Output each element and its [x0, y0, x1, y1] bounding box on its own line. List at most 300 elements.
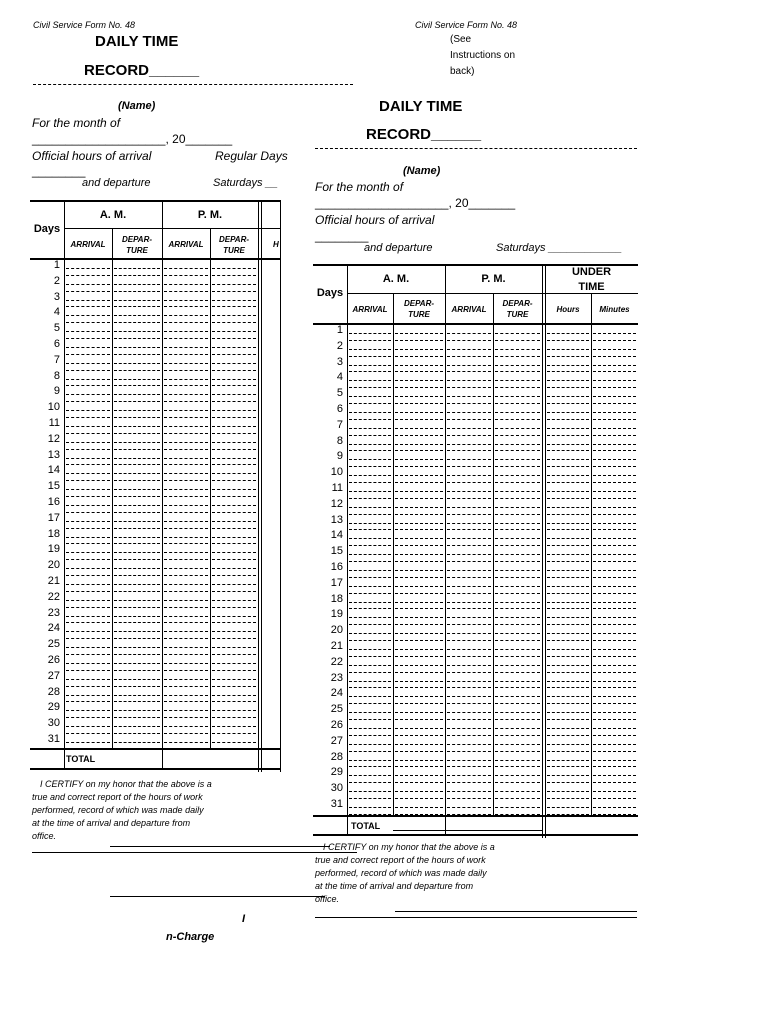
row-entry-line — [114, 742, 160, 743]
row-entry-line — [349, 586, 391, 587]
row-entry-line — [212, 300, 256, 301]
row-entry-line — [447, 775, 491, 776]
left-arrival-label: Official hours of arrival — [32, 149, 152, 163]
row-entry-line — [395, 602, 443, 603]
row-entry-line — [212, 701, 256, 702]
row-entry-line — [349, 419, 391, 420]
row-entry-line — [114, 607, 160, 608]
left-name-label: (Name) — [118, 100, 156, 112]
row-entry-line — [164, 717, 208, 718]
row-entry-line — [395, 719, 443, 720]
right-signature-line-2 — [315, 917, 637, 918]
row-entry-line — [593, 640, 636, 641]
row-entry-line — [395, 735, 443, 736]
row-entry-line — [447, 624, 491, 625]
row-entry-line — [66, 607, 110, 608]
row-entry-line — [212, 385, 256, 386]
row-entry-line — [164, 275, 208, 276]
row-entry-line — [66, 512, 110, 513]
row-entry-line — [66, 591, 110, 592]
row-entry-line — [114, 291, 160, 292]
row-entry-line — [447, 766, 491, 767]
row-entry-line — [547, 728, 589, 729]
row-entry-line — [447, 387, 491, 388]
row-entry-line — [593, 380, 636, 381]
row-entry-line — [349, 640, 391, 641]
row-entry-line — [447, 728, 491, 729]
row-entry-line — [212, 537, 256, 538]
row-entry-line — [547, 403, 589, 404]
row-entry-line — [547, 444, 589, 445]
row-entry-line — [66, 552, 110, 553]
row-entry-line — [114, 528, 160, 529]
row-entry-line — [66, 710, 110, 711]
row-entry-line — [114, 733, 160, 734]
row-entry-line — [447, 371, 491, 372]
row-entry-line — [66, 385, 110, 386]
row-entry-line — [66, 686, 110, 687]
row-entry-line — [164, 401, 208, 402]
row-entry-line — [593, 782, 636, 783]
right-am-arrival-header: ARRIVAL — [352, 305, 388, 314]
row-entry-line — [349, 570, 391, 571]
row-entry-line — [547, 459, 589, 460]
row-entry-line — [547, 529, 589, 530]
day-number: 23 — [330, 671, 343, 684]
row-entry-line — [212, 528, 256, 529]
row-entry-line — [547, 577, 589, 578]
row-entry-line — [593, 617, 636, 618]
row-entry-line — [547, 387, 589, 388]
row-entry-line — [447, 633, 491, 634]
row-entry-line — [447, 396, 491, 397]
day-number: 24 — [47, 622, 60, 635]
row-entry-line — [395, 577, 443, 578]
row-entry-line — [212, 647, 256, 648]
row-entry-line — [164, 663, 208, 664]
row-entry-line — [164, 607, 208, 608]
row-entry-line — [349, 435, 391, 436]
row-entry-line — [114, 385, 160, 386]
row-entry-line — [349, 696, 391, 697]
row-entry-line — [447, 538, 491, 539]
row-entry-line — [547, 735, 589, 736]
row-entry-line — [593, 807, 636, 808]
row-entry-line — [164, 654, 208, 655]
row-entry-line — [395, 365, 443, 366]
row-entry-line — [114, 315, 160, 316]
row-entry-line — [447, 656, 491, 657]
row-entry-line — [114, 306, 160, 307]
day-number: 14 — [330, 529, 343, 542]
row-entry-line — [164, 489, 208, 490]
row-entry-line — [395, 491, 443, 492]
row-entry-line — [114, 663, 160, 664]
left-departure-label: and departure — [82, 177, 151, 189]
row-entry-line — [164, 647, 208, 648]
row-entry-line — [495, 751, 540, 752]
row-entry-line — [212, 331, 256, 332]
row-entry-line — [164, 591, 208, 592]
right-name-label: (Name) — [403, 165, 441, 177]
row-entry-line — [212, 464, 256, 465]
day-number: 3 — [336, 355, 343, 368]
row-entry-line — [395, 371, 443, 372]
row-entry-line — [349, 656, 391, 657]
row-entry-line — [447, 554, 491, 555]
row-entry-line — [114, 433, 160, 434]
row-entry-line — [212, 505, 256, 506]
right-pm-header: P. M. — [481, 273, 506, 285]
row-entry-line — [495, 608, 540, 609]
row-entry-line — [495, 586, 540, 587]
day-number: 26 — [330, 719, 343, 731]
row-entry-line — [212, 401, 256, 402]
row-entry-line — [164, 370, 208, 371]
row-entry-line — [395, 538, 443, 539]
row-entry-line — [349, 617, 391, 618]
row-entry-line — [447, 403, 491, 404]
row-entry-line — [547, 640, 589, 641]
row-entry-line — [495, 735, 540, 736]
row-entry-line — [447, 681, 491, 682]
row-entry-line — [349, 514, 391, 515]
row-entry-line — [114, 638, 160, 639]
row-entry-line — [447, 444, 491, 445]
row-entry-line — [593, 703, 636, 704]
right-form-number: Civil Service Form No. 48 — [415, 20, 518, 30]
row-entry-line — [212, 306, 256, 307]
row-entry-line — [212, 638, 256, 639]
row-entry-line — [447, 665, 491, 666]
row-entry-line — [66, 338, 110, 339]
row-entry-line — [212, 284, 256, 285]
day-number: 11 — [48, 417, 60, 429]
row-entry-line — [447, 807, 491, 808]
row-entry-line — [114, 631, 160, 632]
row-entry-line — [447, 760, 491, 761]
row-entry-line — [66, 584, 110, 585]
row-entry-line — [66, 379, 110, 380]
row-entry-line — [349, 735, 391, 736]
row-entry-line — [349, 450, 391, 451]
row-entry-line — [164, 284, 208, 285]
row-entry-line — [395, 766, 443, 767]
day-number: 28 — [330, 750, 343, 763]
row-entry-line — [447, 602, 491, 603]
right-arrival-blank: ________ — [315, 229, 369, 243]
row-entry-line — [212, 268, 256, 269]
row-entry-line — [547, 687, 589, 688]
row-entry-line — [495, 672, 540, 673]
row-entry-line — [593, 529, 636, 530]
row-entry-line — [66, 363, 110, 364]
day-number: 10 — [330, 466, 343, 479]
left-days-header: Days — [33, 223, 61, 235]
row-entry-line — [212, 496, 256, 497]
day-number: 28 — [47, 685, 60, 698]
left-month-label: For the month of — [32, 116, 121, 130]
row-entry-line — [349, 538, 391, 539]
row-entry-line — [447, 744, 491, 745]
row-entry-line — [447, 435, 491, 436]
row-entry-line — [395, 672, 443, 673]
row-entry-line — [164, 347, 208, 348]
row-entry-line — [547, 349, 589, 350]
row-entry-line — [593, 403, 636, 404]
row-entry-line — [164, 496, 208, 497]
row-entry-line — [395, 396, 443, 397]
row-entry-line — [447, 491, 491, 492]
row-entry-line — [66, 717, 110, 718]
row-entry-line — [164, 473, 208, 474]
left-pm-header: P. M. — [197, 209, 223, 221]
row-entry-line — [212, 394, 256, 395]
right-name-line — [315, 148, 637, 149]
row-entry-line — [495, 554, 540, 555]
left-signature-line — [32, 852, 357, 853]
row-entry-line — [495, 570, 540, 571]
row-entry-line — [447, 545, 491, 546]
row-entry-line — [66, 663, 110, 664]
row-entry-line — [349, 396, 391, 397]
row-entry-line — [447, 617, 491, 618]
row-entry-line — [395, 428, 443, 429]
row-entry-line — [495, 561, 540, 562]
row-entry-line — [114, 647, 160, 648]
row-entry-line — [495, 428, 540, 429]
row-entry-line — [495, 450, 540, 451]
row-entry-line — [593, 791, 636, 792]
row-entry-line — [447, 791, 491, 792]
day-number: 5 — [53, 322, 60, 335]
row-entry-line — [212, 489, 256, 490]
day-number: 16 — [330, 561, 343, 573]
row-entry-line — [547, 696, 589, 697]
row-entry-line — [593, 371, 636, 372]
row-entry-line — [349, 371, 391, 372]
row-entry-line — [395, 798, 443, 799]
row-entry-line — [164, 600, 208, 601]
row-entry-line — [212, 417, 256, 418]
row-entry-line — [349, 507, 391, 508]
left-title-line1: DAILY TIME — [95, 33, 179, 50]
row-entry-line — [447, 696, 491, 697]
row-entry-line — [395, 570, 443, 571]
row-entry-line — [164, 291, 208, 292]
row-entry-line — [66, 749, 110, 750]
row-entry-line — [164, 268, 208, 269]
row-entry-line — [593, 681, 636, 682]
row-entry-line — [547, 593, 589, 594]
row-entry-line — [349, 523, 391, 524]
row-entry-line — [349, 380, 391, 381]
row-entry-line — [164, 638, 208, 639]
row-entry-line — [164, 733, 208, 734]
row-entry-line — [395, 482, 443, 483]
row-entry-line — [212, 717, 256, 718]
row-entry-line — [349, 751, 391, 752]
row-entry-line — [212, 568, 256, 569]
row-entry-line — [547, 672, 589, 673]
row-entry-line — [212, 512, 256, 513]
row-entry-line — [593, 751, 636, 752]
row-entry-line — [114, 401, 160, 402]
row-entry-line — [593, 775, 636, 776]
row-entry-line — [495, 703, 540, 704]
row-entry-line — [395, 545, 443, 546]
row-entry-line — [349, 744, 391, 745]
row-entry-line — [349, 554, 391, 555]
row-entry-line — [495, 782, 540, 783]
row-entry-line — [114, 480, 160, 481]
row-entry-line — [495, 775, 540, 776]
row-entry-line — [593, 545, 636, 546]
row-entry-line — [447, 428, 491, 429]
row-entry-line — [547, 491, 589, 492]
row-entry-line — [349, 529, 391, 530]
row-entry-line — [395, 507, 443, 508]
row-entry-line — [66, 489, 110, 490]
row-entry-line — [114, 543, 160, 544]
row-entry-line — [66, 426, 110, 427]
row-entry-line — [114, 322, 160, 323]
row-entry-line — [593, 349, 636, 350]
row-entry-line — [164, 433, 208, 434]
row-entry-line — [593, 356, 636, 357]
row-entry-line — [547, 466, 589, 467]
row-entry-line — [212, 480, 256, 481]
left-title-line2: RECORD______ — [84, 62, 200, 79]
left-certification: I CERTIFY on my honor that the above is a true and correct report of the hours of work performed, record of which was made daily at the time of arrival and departure from office. — [32, 779, 212, 841]
row-entry-line — [395, 624, 443, 625]
day-number: 8 — [53, 369, 60, 382]
row-entry-line — [114, 537, 160, 538]
right-signature-line — [395, 911, 637, 912]
row-entry-line — [593, 586, 636, 587]
row-entry-line — [593, 482, 636, 483]
row-entry-line — [447, 529, 491, 530]
row-entry-line — [164, 528, 208, 529]
row-entry-line — [66, 433, 110, 434]
row-entry-line — [593, 608, 636, 609]
left-verified-line — [110, 896, 325, 897]
row-entry-line — [395, 814, 443, 815]
row-entry-line — [164, 300, 208, 301]
day-number: 19 — [330, 608, 343, 621]
row-entry-line — [495, 624, 540, 625]
row-entry-line — [66, 442, 110, 443]
row-entry-line — [495, 602, 540, 603]
row-entry-line — [114, 347, 160, 348]
row-entry-line — [495, 538, 540, 539]
row-entry-line — [447, 814, 491, 815]
row-entry-line — [593, 466, 636, 467]
row-entry-line — [593, 728, 636, 729]
row-entry-line — [547, 681, 589, 682]
row-entry-line — [447, 782, 491, 783]
row-entry-line — [447, 712, 491, 713]
row-entry-line — [212, 607, 256, 608]
row-entry-line — [114, 749, 160, 750]
row-entry-line — [114, 489, 160, 490]
left-am-departure-header: DEPAR- TURE — [121, 235, 153, 255]
row-entry-line — [547, 545, 589, 546]
row-entry-line — [593, 577, 636, 578]
row-entry-line — [164, 379, 208, 380]
row-entry-line — [495, 760, 540, 761]
row-entry-line — [114, 363, 160, 364]
row-entry-line — [66, 496, 110, 497]
row-entry-line — [447, 349, 491, 350]
row-entry-line — [495, 412, 540, 413]
row-entry-line — [114, 552, 160, 553]
row-entry-line — [593, 602, 636, 603]
row-entry-line — [349, 365, 391, 366]
day-number: 24 — [330, 687, 343, 700]
day-number: 4 — [336, 371, 343, 384]
row-entry-line — [593, 498, 636, 499]
day-number: 13 — [330, 513, 343, 526]
row-entry-line — [547, 365, 589, 366]
row-entry-line — [164, 622, 208, 623]
row-entry-line — [66, 670, 110, 671]
row-entry-line — [495, 798, 540, 799]
row-entry-line — [349, 459, 391, 460]
row-entry-line — [114, 449, 160, 450]
row-entry-line — [349, 491, 391, 492]
row-entry-line — [495, 523, 540, 524]
row-entry-line — [349, 387, 391, 388]
row-entry-line — [114, 512, 160, 513]
day-number: 30 — [47, 717, 60, 730]
right-days-header: Days — [316, 287, 344, 299]
left-month-blank: ____________________, 20_______ — [32, 132, 233, 146]
row-entry-line — [395, 649, 443, 650]
row-entry-line — [547, 624, 589, 625]
row-entry-line — [66, 417, 110, 418]
row-entry-line — [447, 703, 491, 704]
row-entry-line — [164, 331, 208, 332]
row-entry-line — [114, 616, 160, 617]
row-entry-line — [495, 387, 540, 388]
left-hours-header: H — [273, 240, 279, 249]
row-entry-line — [212, 686, 256, 687]
row-entry-line — [447, 649, 491, 650]
row-entry-line — [593, 491, 636, 492]
day-number: 31 — [47, 733, 60, 745]
row-entry-line — [495, 577, 540, 578]
row-entry-line — [447, 608, 491, 609]
row-entry-line — [114, 442, 160, 443]
right-hours-header: Hours — [556, 305, 580, 314]
row-entry-line — [66, 559, 110, 560]
row-entry-line — [66, 300, 110, 301]
row-entry-line — [212, 600, 256, 601]
row-entry-line — [66, 622, 110, 623]
row-entry-line — [495, 498, 540, 499]
row-entry-line — [114, 622, 160, 623]
row-entry-line — [349, 482, 391, 483]
row-entry-line — [349, 444, 391, 445]
row-entry-line — [547, 744, 589, 745]
row-entry-line — [212, 379, 256, 380]
row-entry-line — [212, 559, 256, 560]
row-entry-line — [114, 591, 160, 592]
right-month-blank: ____________________, 20_______ — [315, 196, 516, 210]
row-entry-line — [164, 505, 208, 506]
row-entry-line — [547, 719, 589, 720]
